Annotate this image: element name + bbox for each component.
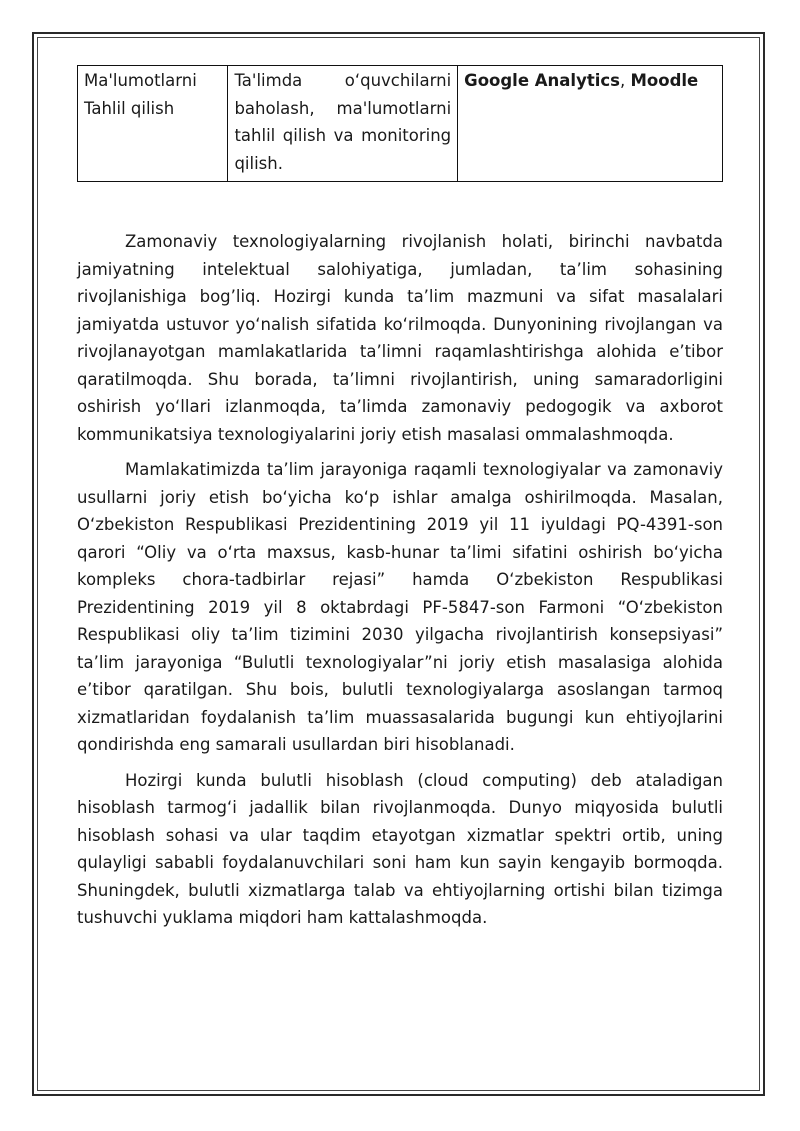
tool-google-analytics: Google Analytics [464, 71, 620, 90]
tool-separator: , [619, 71, 631, 90]
table-cell-purpose: Ta'limda o‘quvchilarni baholash, ma'lumotlarni tahlil qilish va monitoring qilish. [228, 66, 458, 182]
table-cell-tools [458, 66, 723, 182]
paragraph-1: Zamonaviy texnologiyalarning rivojlanish holati, birinchi navbatda jamiyatning intelektual salohiyatiga, jumladan, ta’lim sohasining rivojlanishiga bog’liq. Hozirgi kunda ta’lim mazmuni va sifat masalalari jamiyatda ustuvor yo‘nalish sifatida ko‘rilmoqda. Dunyonining rivojlangan va rivojlanayotgan mamlakatlarida ta’limni raqamlashtirishga alohida e’tibor qaratilmoqda. Shu borada, ta’limni rivojlantirish, uning samaradorligini oshirish yo‘llari izlanmoqda, ta’limda zamonaviy pedogogik va axborot kommunikatsiya texnologiyalarini joriy etish masalasi ommalashmoqda. [77, 232, 723, 444]
tools-table [77, 65, 723, 182]
table-row [78, 66, 723, 182]
paragraph-2: Mamlakatimizda ta’lim jarayoniga raqamli texnologiyalar va zamonaviy usullarni joriy etish bo‘yicha ko‘p ishlar amalga oshirilmoqda. Masalan, O‘zbekiston Respublikasi Prezidentining 2019 yil 11 iyuldagi PQ-4391-son qarori “Oliy va o‘rta maxsus, kasb-hunar ta’limi sifatini oshirish bo‘yicha kompleks chora-tadbirlar rejasi” hamda O‘zbekiston Respublikasi Prezidentining 2019 yil 8 oktabrdagi PF-5847-son Farmoni “O‘zbekiston Respublikasi oliy ta’lim tizimini 2030 yilgacha rivojlantirish konsepsiyasi” ta’lim jarayoniga “Bulutli texnologiyalar”ni joriy etish masalasiga alohida e’tibor qaratilgan. Shu bois, bulutli texnologiyalarga asoslangan tarmoq xizmatlaridan foydalanish ta’lim muassasalarida bugungi kun ehtiyojlarini qondirishda eng samarali usullardan biri hisoblanadi. [77, 460, 723, 754]
tool-moodle: Moodle [630, 71, 699, 90]
table-cell-area: Ma'lumotlarni Tahlil qilish [78, 66, 228, 182]
document-body [77, 228, 723, 940]
paragraph-3: Hozirgi kunda bulutli hisoblash (cloud computing) deb ataladigan hisoblash tarmog‘i jadallik bilan rivojlanmoqda. Dunyo miqyosida bulutli hisoblash sohasi va ular taqdim etayotgan xizmatlar spektri ortib, uning qulayligi sababli foydalanuvchilari soni ham kun sayin kengayib bormoqda. Shuningdek, bulutli xizmatlarga talab va ehtiyojlarning ortishi bilan tizimga tushuvchi yuklama miqdori ham kattalashmoqda. [77, 770, 723, 927]
